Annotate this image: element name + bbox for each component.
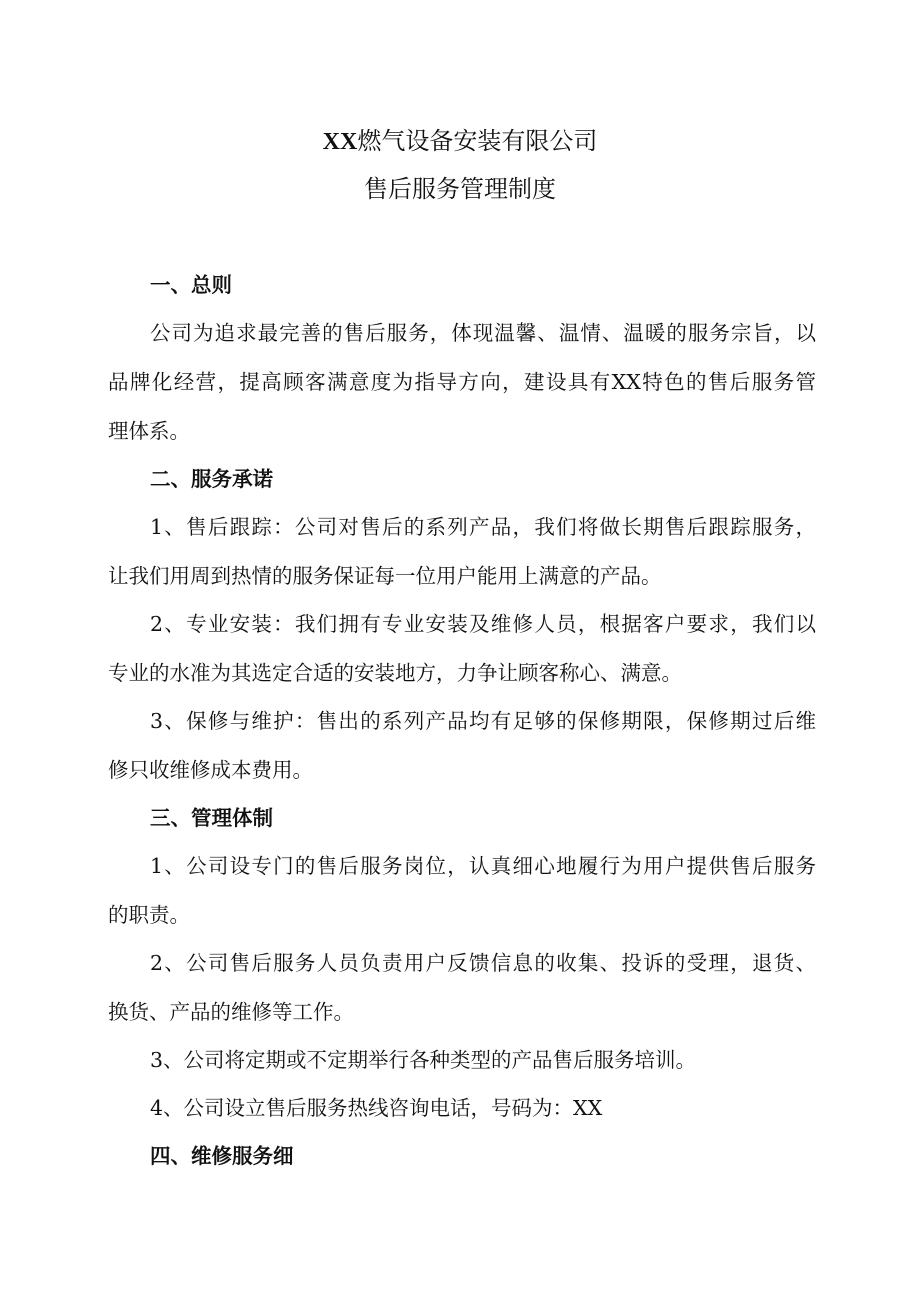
paragraph-line: 1、售后跟踪：公司对售后的系列产品，我们将做长期售后跟踪服务， (150, 515, 816, 539)
paragraph-line: 2、公司售后服务人员负责用户反馈信息的收集、投诉的受理，退货、 (150, 951, 816, 975)
paragraph-line: 4、公司设立售后服务热线咨询电话，号码为：XX (150, 1096, 603, 1120)
paragraph-line: 理体系。 (108, 419, 190, 443)
paragraph-line: 修只收维修成本费用。 (108, 758, 313, 782)
paragraph-line: 公司为追求最完善的售后服务，体现温馨、温情、温暖的服务宗旨，以 (150, 321, 816, 345)
paragraph-line: 3、保修与维护：售出的系列产品均有足够的保修期限，保修期过后维 (150, 709, 816, 733)
paragraph-line: 1、公司设专门的售后服务岗位，认真细心地履行为用户提供售后服务 (150, 854, 816, 878)
section-heading-repair-service: 四、维修服务细 (150, 1144, 294, 1168)
paragraph-line: 2、专业安装：我们拥有专业安装及维修人员，根据客户要求，我们以 (150, 612, 816, 636)
document-title (0, 124, 920, 159)
title-company-prefix: XX (322, 129, 358, 155)
section-heading-management-system: 三、管理体制 (150, 806, 273, 830)
title-company-name: 燃气设备安装有限公司 (357, 127, 598, 155)
paragraph-line: 换货、产品的维修等工作。 (108, 1000, 354, 1024)
section-heading-service-commitment: 二、服务承诺 (150, 467, 273, 491)
paragraph-line: 品牌化经营，提高顾客满意度为指导方向，建设具有XX特色的售后服务管 (108, 370, 816, 394)
section-heading-general: 一、总则 (150, 273, 232, 297)
document-subtitle: 售后服务管理制度 (364, 175, 556, 203)
paragraph-line: 的职责。 (108, 903, 190, 927)
paragraph-line: 专业的水准为其选定合适的安装地方，力争让顾客称心、满意。 (108, 661, 682, 685)
paragraph-line: 3、公司将定期或不定期举行各种类型的产品售后服务培训。 (150, 1048, 697, 1072)
paragraph-line: 让我们用周到热情的服务保证每一位用户能用上满意的产品。 (108, 564, 662, 588)
